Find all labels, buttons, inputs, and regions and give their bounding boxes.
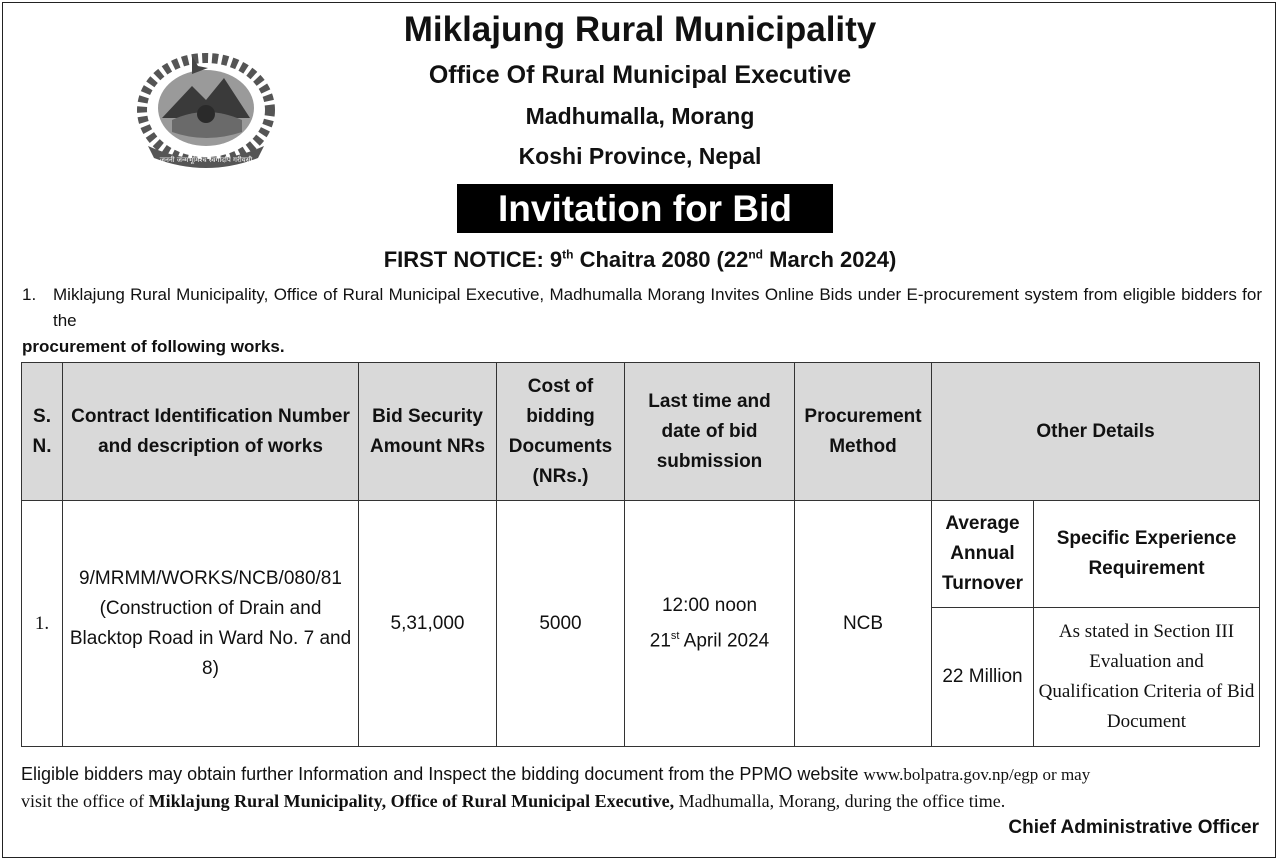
- ppmo-website-link[interactable]: www.bolpatra.gov.np/egp: [863, 765, 1039, 784]
- subheader-experience: Specific Experience Requirement: [1034, 501, 1260, 608]
- deadline-date: 21st April 2024: [649, 629, 770, 652]
- header-cost: Cost of bidding Documents (NRs.): [497, 363, 625, 501]
- row-experience: As stated in Section III Evaluation and Qualification Criteria of Bid Document: [1034, 608, 1260, 747]
- table-header-row: [22, 363, 1260, 501]
- header-contract: Contract Identification Number and description of works: [63, 363, 359, 501]
- row-turnover: 22 Million: [932, 608, 1034, 747]
- intro-continuation: procurement of following works.: [22, 337, 285, 356]
- intro-paragraph: [22, 282, 1262, 334]
- invitation-banner: Invitation for Bid: [457, 184, 833, 233]
- row-deadline: [625, 501, 795, 747]
- header-sn: S. N.: [22, 363, 63, 501]
- footer-line-1: Eligible bidders may obtain further Information and Inspect the bidding document from the PPMO website www.bolpatra.gov.np/egp or may: [21, 764, 1091, 784]
- footer-line-2: visit the office of Miklajung Rural Municipality, Office of Rural Municipal Executive, Madhumalla, Morang, during the office time.: [21, 791, 1006, 811]
- contract-description: (Construction of Drain and Blacktop Road in Ward No. 7 and 8): [69, 597, 352, 679]
- location-line: Madhumalla, Morang: [525, 103, 755, 129]
- header-other: Other Details: [932, 363, 1260, 501]
- row-contract: [63, 501, 359, 747]
- row-sn: 1.: [22, 501, 63, 747]
- emblem-motto: जननी जन्मभूमिश्च स्वर्गादपि गरीयसी: [159, 156, 253, 164]
- intro-number: 1.: [22, 285, 37, 304]
- row-cost: 5000: [497, 501, 625, 747]
- header-method: Procurement Method: [795, 363, 932, 501]
- office-title: Office Of Rural Municipal Executive: [428, 61, 852, 89]
- row-method: NCB: [795, 501, 932, 747]
- header-security: Bid Security Amount NRs: [359, 363, 497, 501]
- intro-text: Miklajung Rural Municipality, Office of Rural Municipal Executive, Madhumalla Morang Invites Online Bids under E-procurement system from eligible bidders for the: [53, 285, 1262, 330]
- first-notice: FIRST NOTICE: 9th Chaitra 2080 (22nd March 2024): [383, 247, 897, 272]
- contract-id: 9/MRMM/WORKS/NCB/080/81: [79, 567, 342, 589]
- municipality-title: Miklajung Rural Municipality: [403, 10, 877, 49]
- subheader-turnover: Average Annual Turnover: [932, 501, 1034, 608]
- header-lasttime: Last time and date of bid submission: [625, 363, 795, 501]
- province-line: Koshi Province, Nepal: [518, 143, 762, 169]
- table-row: [22, 501, 1260, 608]
- deadline-time: 12:00 noon: [661, 594, 758, 616]
- signature-title: Chief Administrative Officer: [1008, 817, 1259, 838]
- bid-table: [21, 362, 1260, 747]
- row-security: 5,31,000: [359, 501, 497, 747]
